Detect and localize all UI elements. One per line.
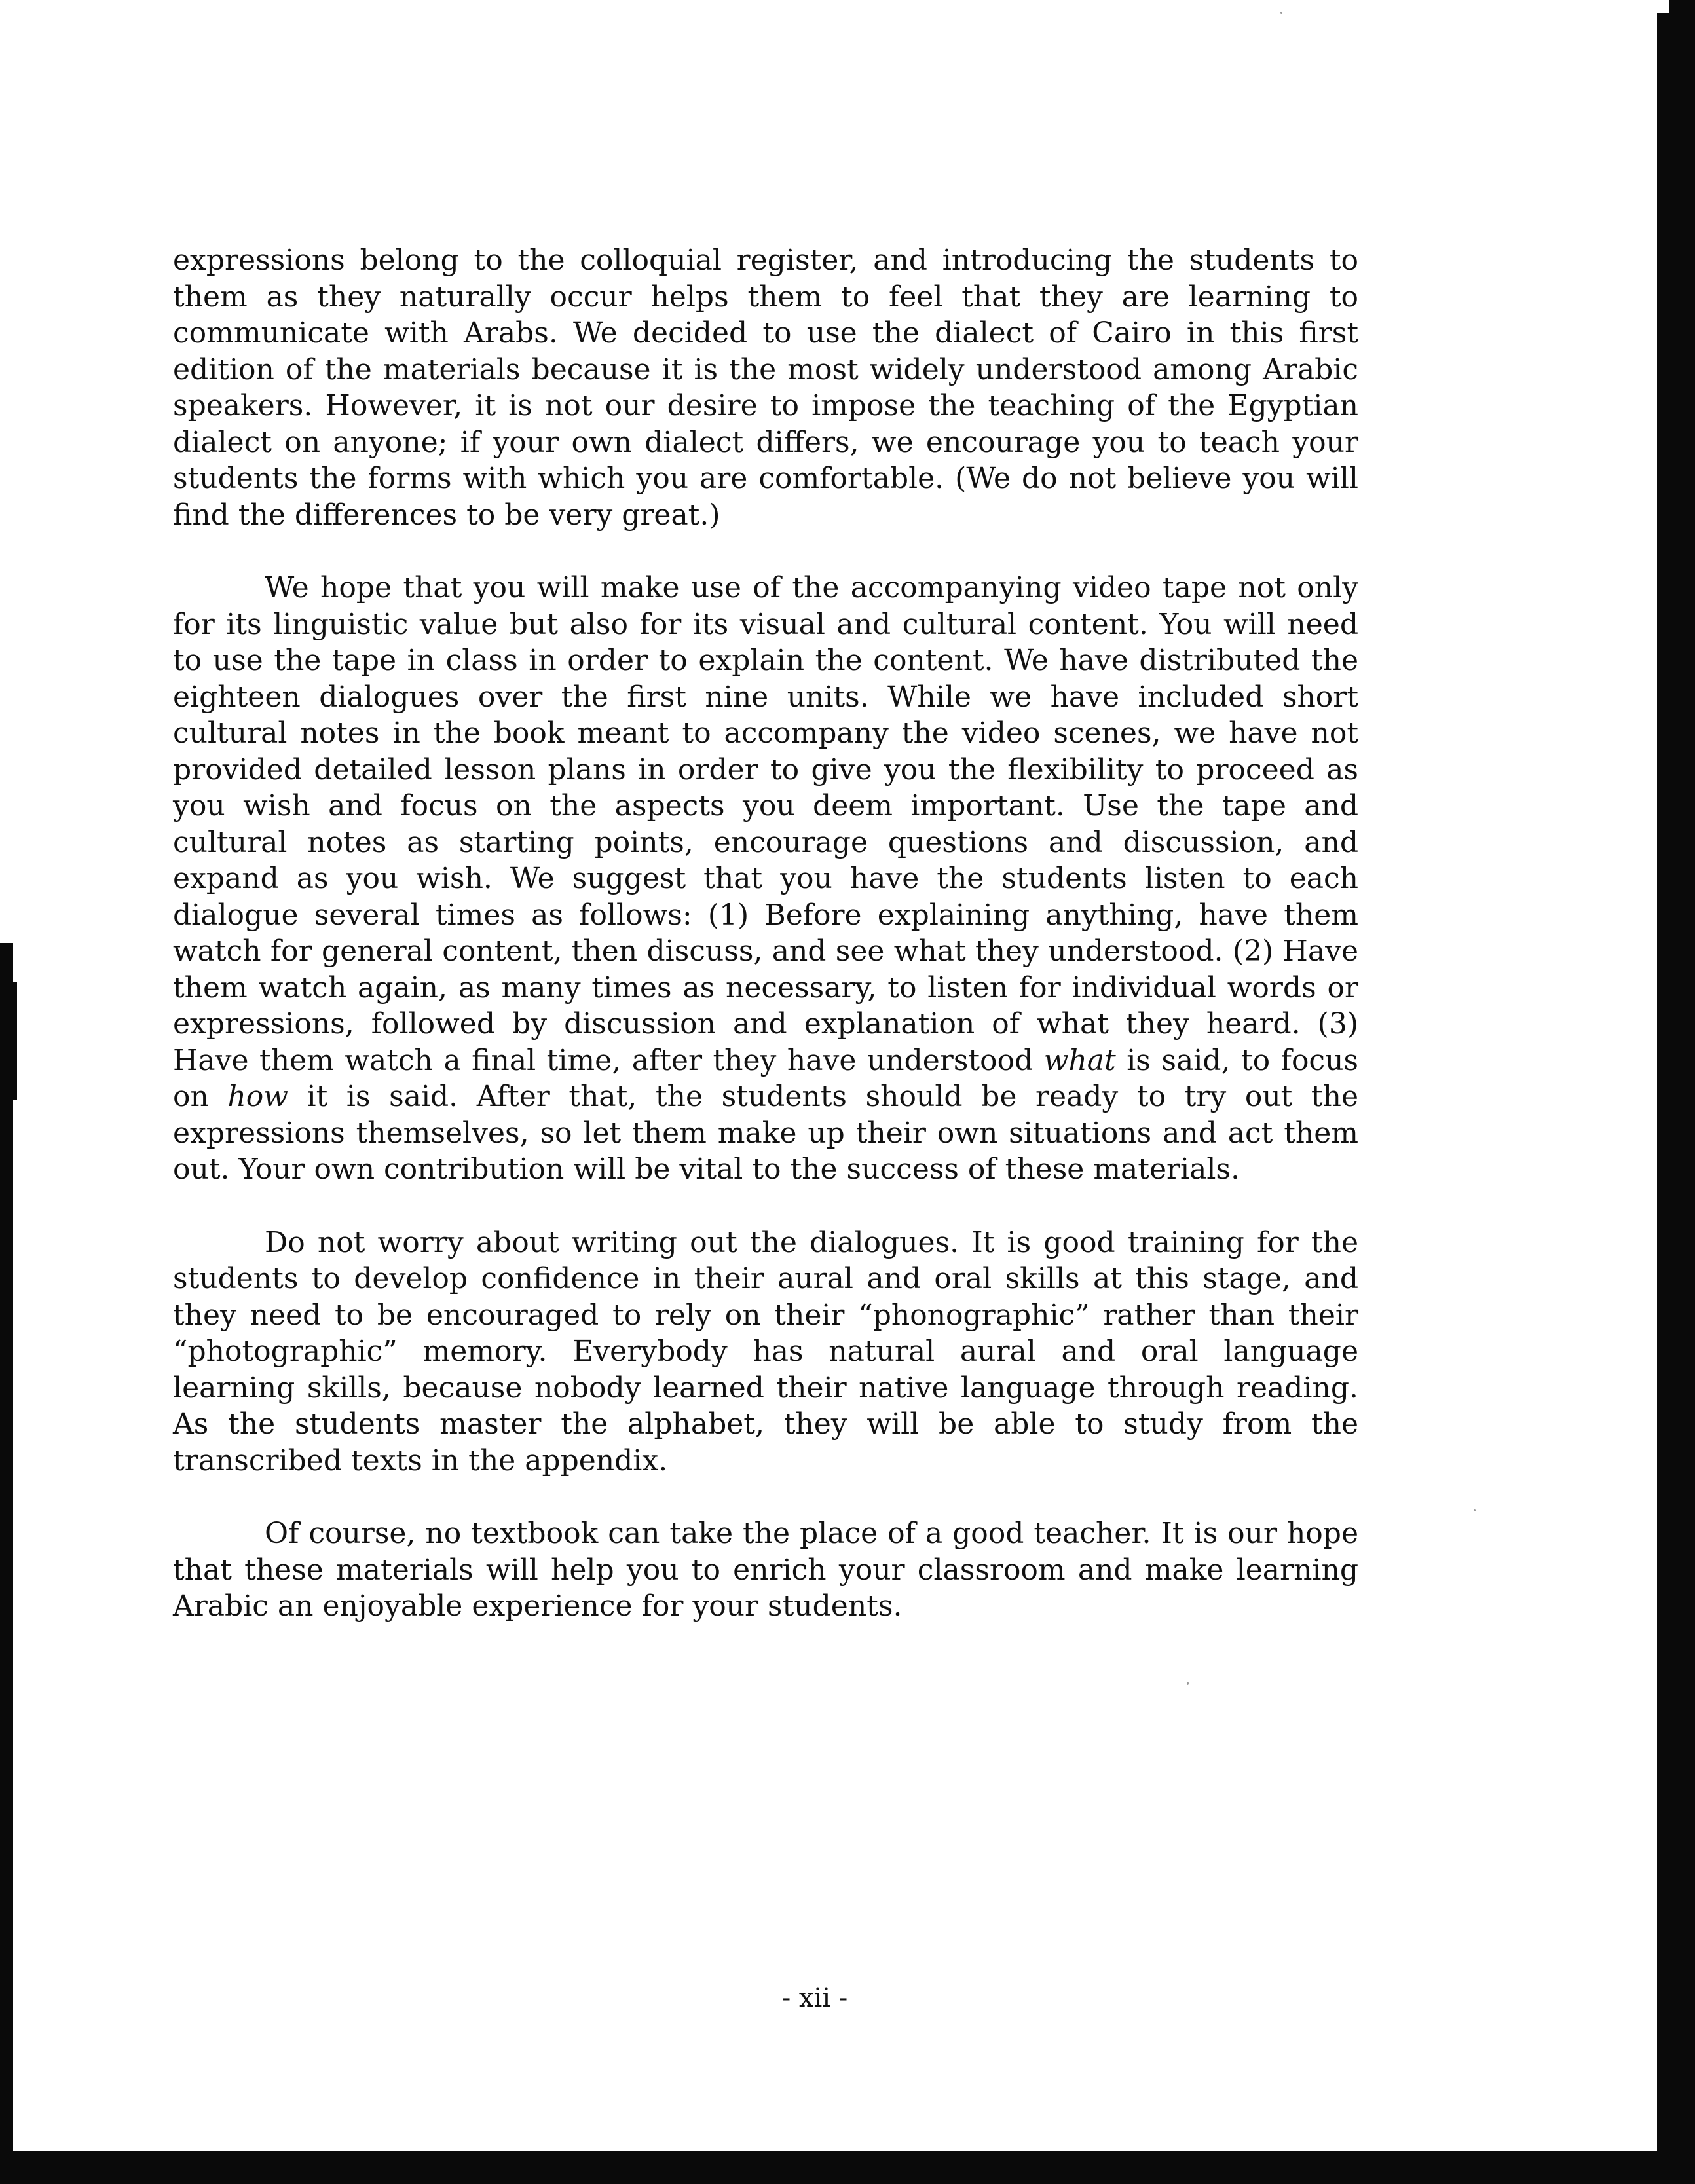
paragraph-2: [173, 570, 1358, 1188]
paragraph-4: [173, 1515, 1358, 1625]
emphasis-text: what: [1043, 1043, 1116, 1077]
paragraph-text: We hope that you will make use of the accompanying video tape not only for its linguistic value but also for its visual and cultural content. You will need to use the tape in class in order to explain the content. We have distributed the eighteen dialogues over the first nine units. While we have included short cultural notes in the book meant to accompany the video scenes, we have not provided detailed lesson plans in order to give you the flexibility to proceed as you wish and focus on the aspects you deem important. Use the tape and cultural notes as starting points, encourage questions and discussion, and expand as you wish. We suggest that you have the students listen to each dialogue several times as follows: (1) Before explaining anything, have them watch for general content, then discuss, and see what they understood. (2) Have them watch again, as many times as necessary, to listen for individual words or expressions, followed by discussion and explanation of what they heard. (3) Have them watch a final time, after they have understood: [173, 571, 1358, 1077]
paragraph-1: [173, 242, 1358, 533]
paragraph-text: Do not worry about writing out the dialogues. It is good training for the students to develop confidence in their aural and oral skills at this stage, and they need to be encouraged to rely on their “phonographic” rather than their “photographic” memory. Everybody has natural aural and oral language learning skills, because nobody learned their native language through reading. As the students master the alphabet, they will be able to study from the transcribed texts in the appendix.: [173, 1225, 1358, 1477]
paragraph-text: Of course, no textbook can take the place of a good teacher. It is our hope that these materials will help you to enrich your classroom and make learning Arabic an enjoyable experience for your students.: [173, 1517, 1358, 1623]
paragraph-text: it is said. After that, the students should be ready to try out the expressions themselves, so let them make up their own situations and act them out. Your own contribution will be vital to the success of these materials.: [173, 1080, 1358, 1186]
scan-edge-right: [1657, 13, 1695, 2184]
paragraph-text: expressions belong to the colloquial register, and introducing the students to them as they naturally occur helps them to feel that they are learning to communicate with Arabs. We decided to use the dialect of Cairo in this first edition of the materials because it is the most widely understood among Arabic speakers. However, it is not our desire to impose the teaching of the Egyptian dialect on anyone; if your own dialect differs, we encourage you to teach your students the forms with which you are comfortable. (We do not believe you will find the differences to be very great.): [173, 244, 1358, 532]
emphasis-text: how: [227, 1080, 288, 1113]
paragraph-text: is said, to focus on: [173, 1043, 1358, 1113]
scan-edge-bottom: [0, 2151, 1695, 2184]
scan-speck: [1474, 1509, 1476, 1511]
body-text: [173, 242, 1358, 1661]
scan-edge-left: [0, 943, 13, 2184]
paragraph-3: [173, 1225, 1358, 1479]
scan-speck: [1187, 1682, 1189, 1685]
scan-edge-left-nub: [13, 982, 17, 1100]
scan-speck: [1280, 12, 1282, 14]
page-number: - xii -: [781, 1983, 848, 2013]
